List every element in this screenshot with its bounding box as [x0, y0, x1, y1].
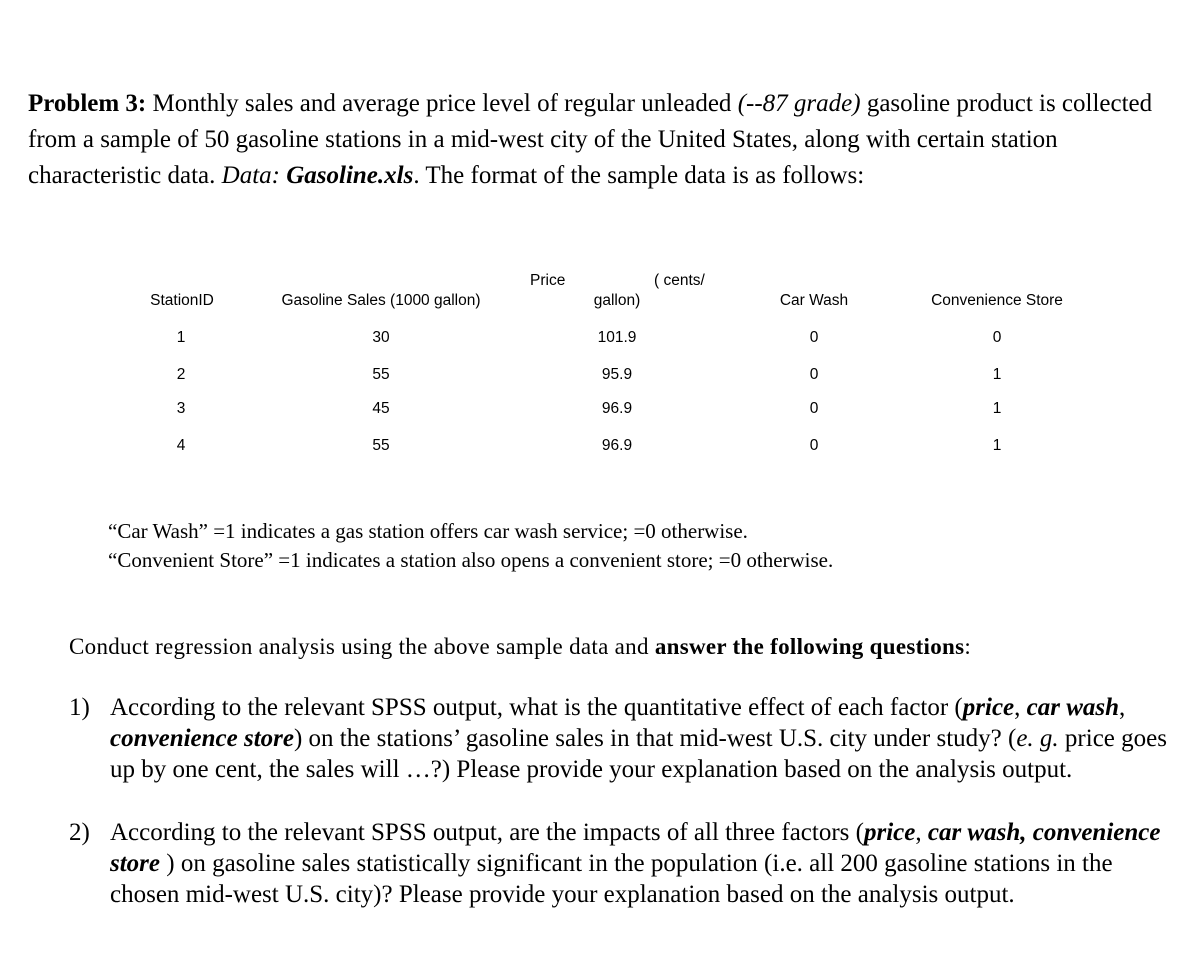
instruction-colon: : — [964, 634, 972, 659]
cell-station-id: 1 — [176, 329, 186, 346]
q1-text-a: According to the relevant SPSS output, what is the quantitative effect of each factor ( — [110, 694, 963, 721]
q1-eg: e. g. — [1016, 725, 1059, 752]
problem-statement — [28, 86, 1178, 194]
cell-car-wash: 0 — [809, 329, 819, 346]
problem-text-3: . The format of the sample data is as follows: — [413, 162, 865, 189]
q1-text-b: ) on the stations’ gasoline sales in that mid-west U.S. city under study? ( — [293, 725, 1017, 752]
question-1-text — [110, 692, 1175, 785]
cell-car-wash: 0 — [809, 366, 819, 383]
q2-convenience-store: convenience store — [110, 819, 1161, 877]
cell-car-wash: 0 — [809, 437, 819, 454]
cell-station-id: 4 — [176, 437, 186, 454]
q1-sep-1: , — [1014, 694, 1027, 721]
cell-convenience-store: 1 — [992, 366, 1002, 383]
cell-car-wash: 0 — [809, 400, 819, 417]
cell-convenience-store: 1 — [992, 400, 1002, 417]
instruction-text: Conduct regression analysis using the above sample data and — [69, 634, 655, 659]
car-wash-note: “Car Wash” =1 indicates a gas station offers car wash service; =0 otherwise. — [108, 519, 748, 543]
cell-price: 101.9 — [597, 329, 637, 346]
question-2-text — [110, 817, 1175, 910]
question-1-number: 1) — [69, 694, 90, 721]
problem-text-1: Monthly sales and average price level of regular unleaded — [146, 90, 738, 117]
header-gasoline-sales: Gasoline Sales (1000 gallon) — [281, 292, 481, 309]
problem-label: Problem 3: — [28, 90, 147, 117]
q2-car-wash: car wash, — [927, 819, 1027, 846]
cell-price: 96.9 — [601, 400, 633, 417]
instruction-line — [69, 630, 971, 664]
cell-station-id: 3 — [176, 400, 186, 417]
cell-sales: 55 — [372, 366, 390, 383]
problem-text-2: gasoline product is collected from a sample of 50 gasoline stations in a mid-west city of the United States, along with certain station characteristic data. — [28, 90, 1153, 189]
cell-station-id: 2 — [176, 366, 186, 383]
instruction-bold: answer the following questions — [654, 634, 965, 659]
q1-text-c: price goes up by one cent, the sales will …?) Please provide your explanation based on the analysis output. — [110, 725, 1167, 783]
data-file-name: Gasoline.xls — [286, 162, 414, 189]
q1-convenience-store: convenience store — [110, 725, 294, 752]
convenience-store-note: “Convenient Store” =1 indicates a station also opens a convenient store; =0 otherwise. — [108, 548, 834, 572]
cell-convenience-store: 1 — [992, 437, 1002, 454]
header-station-id: StationID — [150, 292, 214, 309]
cell-sales: 55 — [372, 437, 390, 454]
header-convenience-store: Convenience Store — [931, 292, 1063, 309]
cell-convenience-store: 0 — [992, 329, 1002, 346]
header-price: Price — [530, 272, 566, 289]
question-2-number: 2) — [69, 819, 90, 846]
q1-car-wash: car wash — [1026, 694, 1120, 721]
q1-sep-2: , — [1119, 694, 1126, 721]
q2-text-b: ) on gasoline sales statistically significant in the population (i.e. all 200 gasoline stations in the chosen mid-west U.S. city)? Please provide your explanation based on the analysis output. — [110, 850, 1113, 908]
q2-sep-1: , — [915, 819, 928, 846]
data-label: Data: — [221, 162, 287, 189]
q2-price: price — [863, 819, 916, 846]
header-car-wash: Car Wash — [779, 292, 849, 309]
header-price-unit: ( cents/ — [654, 272, 705, 289]
header-price-gallon: gallon) — [593, 292, 641, 309]
cell-price: 95.9 — [601, 366, 633, 383]
cell-price: 96.9 — [601, 437, 633, 454]
grade-text: (--87 grade) — [737, 90, 861, 117]
q1-price: price — [962, 694, 1015, 721]
cell-sales: 45 — [372, 400, 390, 417]
q2-text-a: According to the relevant SPSS output, are the impacts of all three factors ( — [110, 819, 864, 846]
cell-sales: 30 — [372, 329, 390, 346]
